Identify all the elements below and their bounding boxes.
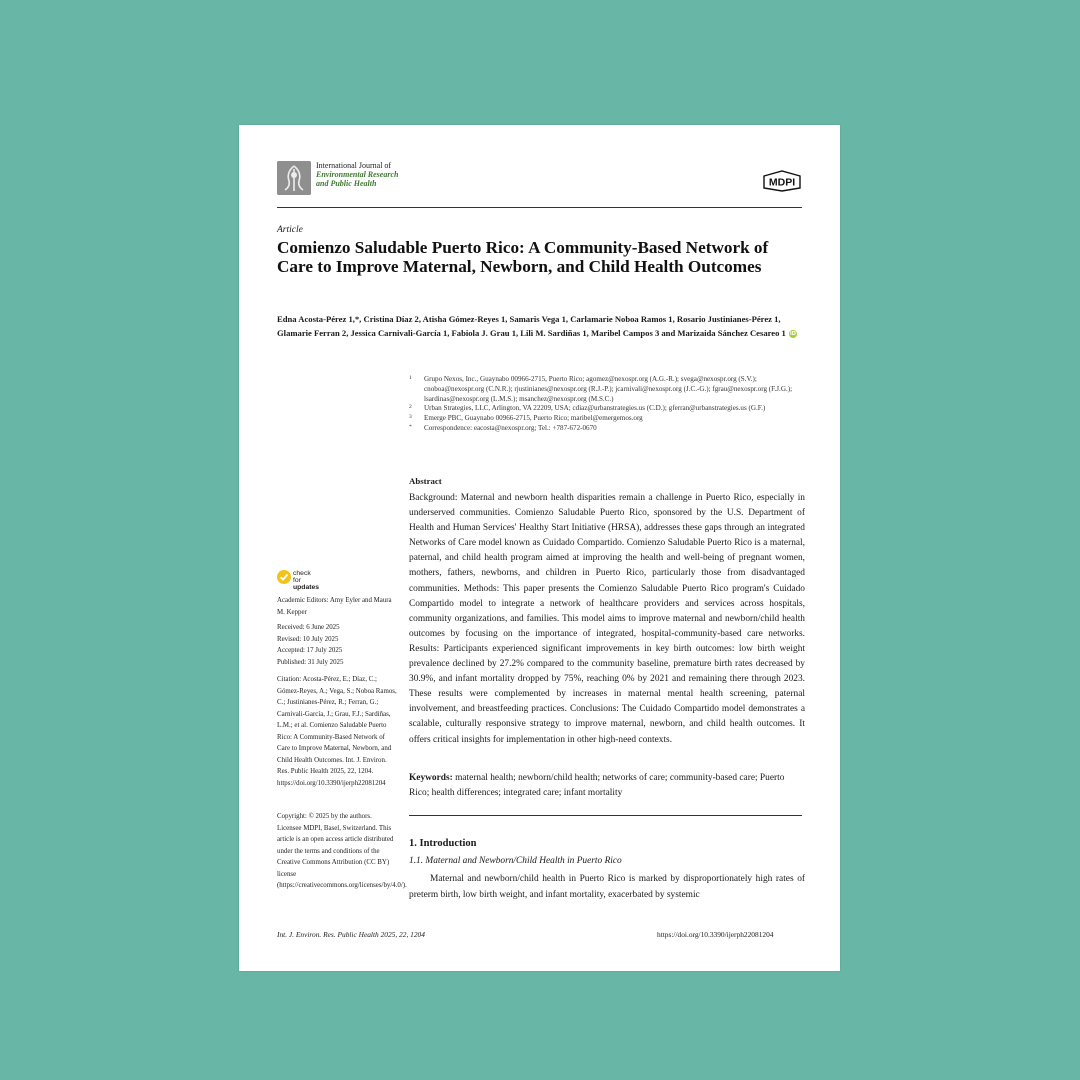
check-icon	[277, 570, 291, 584]
keywords-text: maternal health; newborn/child health; networks of care; community-based care; Puerto Rico; health differences; integrated care; infant mortality	[409, 773, 785, 799]
publisher-logo	[760, 170, 804, 192]
accepted-date: Accepted: 17 July 2025	[277, 647, 343, 654]
orcid-icon[interactable]: iD	[790, 331, 796, 338]
publisher-name: MDPI	[768, 176, 796, 189]
author-list	[277, 312, 807, 340]
affiliation-item: 2 Urban Strategies, LLC, Arlington, VA 22209, USA; cdiaz@urbanstrategies.us (C.D.); gferran@urbanstrategies.us (G.F.)	[409, 404, 766, 413]
affiliation-item: 3 Emerge PBC, Guaynabo 00966-2715, Puerto Rico; maribel@emergemos.org	[409, 414, 643, 423]
dates	[277, 622, 397, 668]
published-date: Published: 31 July 2025	[277, 658, 344, 666]
abstract-heading: Abstract	[409, 476, 442, 486]
correspondence: * Correspondence: eacosta@nexospr.org; Tel.: +787-672-0670	[409, 423, 597, 432]
revised-date: Revised: 10 July 2025	[277, 635, 339, 643]
journal-line-3: and Public Health	[316, 179, 377, 188]
citation: Citation: Acosta-Pérez, E.; Díaz, C.; Gómez-Reyes, A.; Vega, S.; Noboa Ramos, C.; Justinianes-Pérez, R.; Ferran, G.; Carnivali-García, J.; Grau, F.J.; Sardiñas, L.M.; et al. Comienzo Saludable Puerto Rico: A Community-Based Network of Care to Improve Maternal, Newborn, and Child Health Outcomes. Int. J. Environ. Res. Public Health 2025, 22, 1204. https://doi.org/10.3390/ijerph22081204	[277, 676, 397, 787]
paper-page	[239, 125, 840, 971]
check-line-1: check for	[293, 570, 311, 584]
received-date: Received: 6 June 2025	[277, 624, 340, 631]
affiliations	[409, 375, 804, 434]
authors-text: Edna Acosta-Pérez 1,*, Cristina Díaz 2, Atisha Gómez-Reyes 1, Samaris Vega 1, Carlamarie Noboa Ramos 1, Rosario Justinianes-Pérez 1, Glamarie Ferran 2, Jessica Carnivali-García 1, Fabiola J. Grau 1, Lili M. Sardiñas 1, Maribel Campos 3 and Marizaida Sánchez Cesareo 1	[277, 314, 786, 338]
abstract-text: Background: Maternal and newborn health disparities remain a challenge in Puerto Rico, especially in underserved communities. Comienzo Saludable Puerto Rico, sponsored by the U.S. Department of Health and Human Services' Healthy Start Initiative (HRSA), addresses these gaps through an integrated Networks of Care model known as Cuidado Compartido. Comienzo Saludable Puerto Rico is a maternal, paternal, and child health program aimed at improving the health and well-being of pregnant women, mothers, fathers, newborns, and children in Puerto Rico, particularly those from disadvantaged communities. Methods: This paper presents the Comienzo Saludable Puerto Rico program's Cuidado Compartido model to integrate a network of healthcare providers and services across hospitals, community organizations, and families. This model aims to improve maternal and newborn/child health outcomes by focusing on the importance of integrated, hospital-community-based care networks. Results: Participants experienced significant improvements in key birth outcomes: low birth weight prevalence declined by 27.2% compared to the community baseline, premature birth rates decreased by 30.9%, and infant mortality dropped by 75%, reaching 0% by 2021 and remaining there through 2023. These results were complemented by increases in maternal mental health screening, paternal involvement, and breastfeeding practices. Conclusions: The Cuidado Compartido model demonstrates a scalable, culturally responsive strategy to improve maternal, newborn, and child health outcomes. It offers critical insights for implementation in other high-need contexts.	[409, 493, 805, 745]
article-type-label: Article	[277, 225, 303, 235]
copyright: Copyright: © 2025 by the authors. Licensee MDPI, Basel, Switzerland. This article is an open access article distributed under the terms and conditions of the Creative Commons Attribution (CC BY) license (https://creativecommons.org/licenses/by/4.0/).	[277, 813, 407, 889]
footer-doi-link[interactable]: https://doi.org/10.3390/ijerph22081204	[657, 930, 774, 939]
affiliation-item: 1 Grupo Nexos, Inc., Guaynabo 00966-2715, Puerto Rico; agomez@nexospr.org (A.G.-R.); svega@nexospr.org (S.V.); cnoboa@nexospr.org (C.N.R.); rjustinianes@nexospr.org (R.J.-P.); jcarnivali@nexospr.org (J.C.-G.); fgrau@nexospr.org (F.J.G.); lsardinas@nexospr.org (L.M.S.); msanchez@nexospr.org (M.S.C.)	[409, 375, 793, 403]
check-line-2: updates	[293, 584, 320, 591]
paper-title: Comienzo Saludable Puerto Rico: A Community-Based Network of Care to Improve Maternal, Newborn, and Child Health Outcomes	[277, 238, 769, 276]
section-heading-introduction: 1. Introduction	[409, 838, 477, 849]
keywords	[409, 771, 805, 801]
journal-line-1: International Journal of	[316, 161, 392, 170]
journal-line-2: Environmental Research	[316, 170, 399, 179]
journal-name	[316, 161, 398, 188]
intro-paragraph: Maternal and newborn/child health in Puerto Rico is marked by disproportionately high rates of preterm birth, low birth weight, and infant mortality, exacerbated by systemic	[409, 874, 805, 900]
keywords-label: Keywords:	[409, 773, 453, 783]
academic-editors: Academic Editors: Amy Eyler and Maura M. Kepper	[277, 597, 392, 616]
subsection-heading: 1.1. Maternal and Newborn/Child Health in Puerto Rico	[409, 856, 622, 866]
keywords-divider	[409, 815, 802, 816]
footer-citation: Int. J. Environ. Res. Public Health 2025, 22, 1204	[277, 930, 425, 939]
journal-logo-icon	[277, 161, 311, 195]
header-divider	[277, 207, 802, 208]
